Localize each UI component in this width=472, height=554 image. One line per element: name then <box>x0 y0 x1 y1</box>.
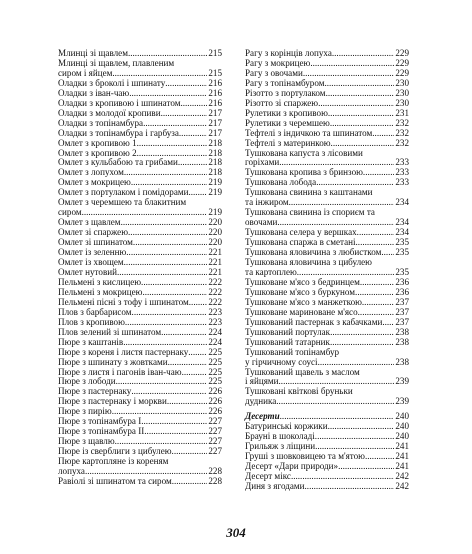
entry-page: 225 <box>208 346 222 357</box>
entry-text: Пельмені з кислицею <box>58 276 142 287</box>
entry-text: Грильяж з ліщини <box>245 441 316 452</box>
entry-page: 238 <box>395 326 409 337</box>
entry-text: Рагу з топінамбуром <box>245 77 325 88</box>
entry-text: Рагу з овочами <box>245 67 303 78</box>
dot-leader <box>360 278 395 288</box>
entry-text: Омлет нутовий <box>58 266 117 277</box>
entry-text: горіхами <box>245 157 280 168</box>
dot-leader <box>168 358 208 368</box>
entry-text: і яйцями <box>245 376 279 387</box>
entry-page: 240 <box>395 421 409 432</box>
entry-page: 242 <box>395 471 409 482</box>
dot-leader <box>326 89 395 99</box>
entry-page: 238 <box>395 356 409 367</box>
dot-leader <box>382 318 394 328</box>
entry-page: 223 <box>208 316 222 327</box>
index-entry <box>245 188 409 208</box>
entry-text: Оладки з іван-чаю <box>58 87 130 98</box>
entry-text: Омлет із хвощем <box>58 257 124 268</box>
entry-text: Омлет з портулаком і помідорами <box>58 187 189 198</box>
entry-text: Брауні в шоколаді <box>245 431 315 442</box>
entry-text: Пюре з кореня і листя пастернаку <box>58 346 189 357</box>
entry-page: 226 <box>208 396 222 407</box>
entry-page: 227 <box>208 416 222 427</box>
entry-page: 233 <box>395 177 409 188</box>
dot-leader <box>172 477 208 487</box>
entry-text-line: Тушкований топінамбур <box>245 346 340 357</box>
entry-page: 224 <box>208 326 222 337</box>
dot-leader <box>144 427 207 437</box>
entry-text: Пюре з топінамбура II <box>58 426 145 437</box>
entry-page: 236 <box>395 276 409 287</box>
entry-page: 232 <box>395 137 409 148</box>
index-entry <box>58 457 222 477</box>
entry-page: 216 <box>208 77 222 88</box>
entry-text: Тушкований пастернак з кабачками <box>245 316 383 327</box>
dot-leader <box>182 368 208 378</box>
index-entry <box>245 368 409 388</box>
entry-page: 231 <box>395 107 409 118</box>
entry-text: сиром <box>58 207 82 218</box>
dot-leader <box>141 417 207 427</box>
dot-leader <box>133 238 207 248</box>
entry-text: Плов зелений зі шпинатом <box>58 326 162 337</box>
entry-text: Омлет з кропивою 1 <box>58 137 137 148</box>
entry-page: 240 <box>395 411 409 422</box>
entry-text: Тушковане м'ясо з буркуном <box>245 286 356 297</box>
entry-text: Десерт мікс <box>245 471 291 482</box>
entry-page: 222 <box>208 276 222 287</box>
entry-text: Тушковане м'ясо з бедринцем <box>245 276 360 287</box>
entry-page: 223 <box>208 306 222 317</box>
entry-page: 221 <box>208 266 222 277</box>
dot-leader <box>180 99 207 109</box>
dot-leader <box>338 462 394 472</box>
entry-page: 226 <box>208 386 222 397</box>
entry-text: Пюре з листя і пагонів іван-чаю <box>58 366 182 377</box>
entry-page: 235 <box>395 237 409 248</box>
entry-page: 222 <box>208 286 222 297</box>
entry-page: 227 <box>208 426 222 437</box>
dot-leader <box>172 447 208 457</box>
entry-page: 239 <box>395 396 409 407</box>
entry-page: 215 <box>208 48 222 58</box>
entry-text: Оладки з топінамбура <box>58 117 144 128</box>
index-column-left <box>58 49 222 487</box>
entry-page: 234 <box>395 217 409 228</box>
entry-text: Тушкована селера у вершках <box>245 227 357 238</box>
dot-leader <box>188 188 207 198</box>
entry-text: овочами <box>245 217 278 228</box>
entry-text-line: Тушкована свинина з каштанами <box>245 187 373 198</box>
entry-page: 237 <box>395 306 409 317</box>
section-heading-text: Десерти <box>245 411 280 422</box>
entry-text: дудника <box>245 396 277 407</box>
entry-text: Рулетики з черемшею <box>245 117 330 128</box>
index-entry <box>245 348 409 368</box>
entry-page: 220 <box>208 217 222 228</box>
entry-text: Тушкована яловичина з любистком <box>245 247 382 258</box>
index-entry <box>58 358 222 368</box>
dot-leader <box>330 328 394 338</box>
dot-leader <box>188 348 207 358</box>
entry-page: 233 <box>395 167 409 178</box>
entry-text: Пюре з лободи <box>58 376 116 387</box>
entry-text: Тушкована спаржа в сметані <box>245 237 356 248</box>
entry-text: Тефтелі з материнкою <box>245 137 331 148</box>
entry-text: Омлет зі шпинатом <box>58 237 133 248</box>
dot-leader <box>124 258 208 268</box>
entry-page: 239 <box>395 376 409 387</box>
entry-text-line: Тушкована свинина із спориєм та <box>245 207 375 218</box>
entry-text: Оладки з молодої кропиви <box>58 107 161 118</box>
entry-page: 228 <box>208 466 222 477</box>
dot-leader <box>324 79 394 89</box>
index-entry <box>245 258 409 278</box>
entry-text: Пюре з шпинату з жовтками <box>58 356 168 367</box>
dot-leader <box>305 482 395 492</box>
entry-text: Різотто з портулаком <box>245 87 326 98</box>
index-entry <box>245 208 409 228</box>
entry-page: 236 <box>395 286 409 297</box>
entry-page: 228 <box>208 475 222 486</box>
dot-leader <box>310 59 394 69</box>
entry-text: Пюре з топінамбура I <box>58 416 142 427</box>
entry-page: 217 <box>208 127 222 138</box>
entry-page: 218 <box>208 157 222 168</box>
entry-page: 241 <box>395 451 409 462</box>
entry-text: Пюре з пирію <box>58 406 112 417</box>
dot-leader <box>161 109 208 119</box>
entry-text: Равіолі зі шпинатом та сиром <box>58 475 172 486</box>
entry-page: 219 <box>208 207 222 218</box>
dot-leader <box>189 298 208 308</box>
entry-page: 218 <box>208 167 222 178</box>
entry-page: 220 <box>208 237 222 248</box>
index-entry <box>58 59 222 79</box>
index-entry <box>245 387 409 407</box>
entry-text: Омлет з мокрицею <box>58 177 131 188</box>
entry-page: 227 <box>208 436 222 447</box>
entry-page: 232 <box>395 127 409 138</box>
entry-page: 235 <box>395 266 409 277</box>
entry-page: 215 <box>208 67 222 78</box>
entry-page: 234 <box>395 197 409 208</box>
entry-text: Оладки з топінамбура і гарбуза <box>58 127 179 138</box>
entry-page: 217 <box>208 117 222 128</box>
entry-text: лопуха <box>58 466 85 477</box>
entry-page: 237 <box>395 316 409 327</box>
dot-leader <box>365 452 394 462</box>
entry-page: 225 <box>208 376 222 387</box>
dot-leader <box>276 397 394 407</box>
entry-page: 240 <box>395 431 409 442</box>
dot-leader <box>291 472 394 482</box>
entry-page: 216 <box>208 87 222 98</box>
entry-page: 218 <box>208 147 222 158</box>
entry-text: Диня з ягодами <box>245 480 305 491</box>
entry-text-line: Млинці зі щавлем, плавленим <box>58 57 175 68</box>
entry-page: 225 <box>208 366 222 377</box>
dot-leader <box>124 168 208 178</box>
entry-page: 242 <box>395 480 409 491</box>
entry-page: 226 <box>208 406 222 417</box>
dot-leader <box>315 432 395 442</box>
entry-page: 221 <box>208 247 222 258</box>
entry-page: 234 <box>395 227 409 238</box>
entry-page: 216 <box>208 97 222 108</box>
entry-page: 229 <box>395 48 409 58</box>
entry-page: 241 <box>395 441 409 452</box>
entry-text: Тушкована лобода <box>245 177 317 188</box>
dot-leader <box>137 139 208 149</box>
entry-page: 237 <box>395 296 409 307</box>
entry-page: 219 <box>208 187 222 198</box>
dot-leader <box>363 168 394 178</box>
entry-page: 225 <box>208 356 222 367</box>
dot-leader <box>332 49 394 59</box>
entry-text-line: Тушкована капуста з лісовими <box>245 147 363 158</box>
entry-text: сиром і яйцем <box>58 67 113 78</box>
dot-leader <box>328 109 394 119</box>
entry-text: Пюре із сверблиги з цибулею <box>58 446 172 457</box>
dot-leader <box>128 228 207 238</box>
dot-leader <box>141 278 207 288</box>
dot-leader <box>132 308 208 318</box>
entry-page: 232 <box>395 117 409 128</box>
entry-page: 230 <box>395 77 409 88</box>
entry-page: 241 <box>395 461 409 472</box>
entry-text-line: Омлет з черемшею та блакитним <box>58 197 187 208</box>
entry-page: 233 <box>395 157 409 168</box>
dot-leader <box>318 99 394 109</box>
index-entry <box>245 482 409 492</box>
entry-text: Млинці зі щавлем <box>58 48 128 58</box>
entry-text: Тушковане м'ясо з манжеткою <box>245 296 362 307</box>
entry-text: Омлет зі спаржею <box>58 227 129 238</box>
entry-page: 238 <box>395 336 409 347</box>
dot-leader <box>357 228 395 238</box>
entry-text-line: Тушкований щавель з маслом <box>245 366 360 377</box>
entry-text: Омлет з кропивою 2 <box>58 147 137 158</box>
entry-page: 229 <box>395 57 409 68</box>
entry-text: Рагу з мокрицею <box>245 57 311 68</box>
entry-text: Омлет з лопухом <box>58 167 124 178</box>
entry-text: Пельмені пісні з тофу і шпинатом <box>58 296 189 307</box>
dot-leader <box>126 248 207 258</box>
entry-text: Рулетики з кропивою <box>245 107 328 118</box>
entry-page: 224 <box>208 336 222 347</box>
entry-text: Тушковане мариноване м'ясо <box>245 306 358 317</box>
entry-text: Оладки з броколі і шпинату <box>58 77 166 88</box>
page-number: 304 <box>226 525 246 540</box>
dot-leader <box>362 298 394 308</box>
dot-leader <box>161 328 207 338</box>
entry-text: та картоплею <box>245 266 297 277</box>
entry-text: Тушкований татарник <box>245 336 330 347</box>
index-entry <box>58 477 222 487</box>
entry-text: Омлет з кульбабою та грибами <box>58 157 178 168</box>
entry-text: Тефтелі з індичкою та шпинатом <box>245 127 373 138</box>
entry-text: у гірчичному соусі <box>245 356 318 367</box>
entry-page: 227 <box>208 446 222 457</box>
entry-text: Омлет із зеленню <box>58 247 127 258</box>
entry-text: Пюре з каштанів <box>58 336 124 347</box>
dot-leader <box>381 248 394 258</box>
dot-leader <box>165 79 207 89</box>
dot-leader <box>121 218 208 228</box>
dot-leader <box>330 338 394 348</box>
dot-leader <box>318 358 395 368</box>
entry-text-line: Тушковані квіткові бруньки <box>245 386 353 397</box>
entry-text: Пюре з пастернаку і моркви <box>58 396 167 407</box>
dot-leader <box>167 397 208 407</box>
entry-page: 229 <box>395 67 409 78</box>
entry-page: 221 <box>208 257 222 268</box>
entry-text: Омлет з щавлем <box>58 217 121 228</box>
index-entry <box>245 149 409 169</box>
entry-text: Оладки з кропивою і шпинатом <box>58 97 181 108</box>
entry-page: 218 <box>208 137 222 148</box>
entry-page: 222 <box>208 296 222 307</box>
entry-text: Рагу з корінців лопуха <box>245 48 332 58</box>
entry-page: 217 <box>208 107 222 118</box>
entry-text: та інжиром <box>245 197 289 208</box>
entry-text-line: Тушкована яловичина з цибулею <box>245 257 372 268</box>
entry-text: Груші з шовковицею та м'ятою <box>245 451 365 462</box>
entry-text: Пюре з щавлю <box>58 436 115 447</box>
entry-page: 235 <box>395 247 409 258</box>
entry-text: Тушкований портулак <box>245 326 331 337</box>
dot-leader <box>178 158 208 168</box>
index-entry <box>58 198 222 218</box>
index-column-right <box>245 49 409 492</box>
dot-leader <box>328 422 395 432</box>
entry-text: Пельмені з мокрицею <box>58 286 143 297</box>
entry-text-line: Пюре картопляне із кореням <box>58 456 169 467</box>
entry-text: Десерт «Дари природи» <box>245 461 339 472</box>
entry-text: Пюре з пастернаку <box>58 386 132 397</box>
entry-text: Тушкована кропива з бринзою <box>245 167 363 178</box>
dot-leader <box>372 129 394 139</box>
entry-text: Різотто зі спаржею <box>245 97 319 108</box>
entry-text: Плов з барбарисом <box>58 306 132 317</box>
entry-page: 230 <box>395 97 409 108</box>
entry-page: 220 <box>208 227 222 238</box>
entry-page: 230 <box>395 87 409 98</box>
entry-text: Плов з кропивою <box>58 316 125 327</box>
entry-page: 219 <box>208 177 222 188</box>
dot-leader <box>179 129 207 139</box>
entry-text: Батуринські коржики <box>245 421 328 432</box>
